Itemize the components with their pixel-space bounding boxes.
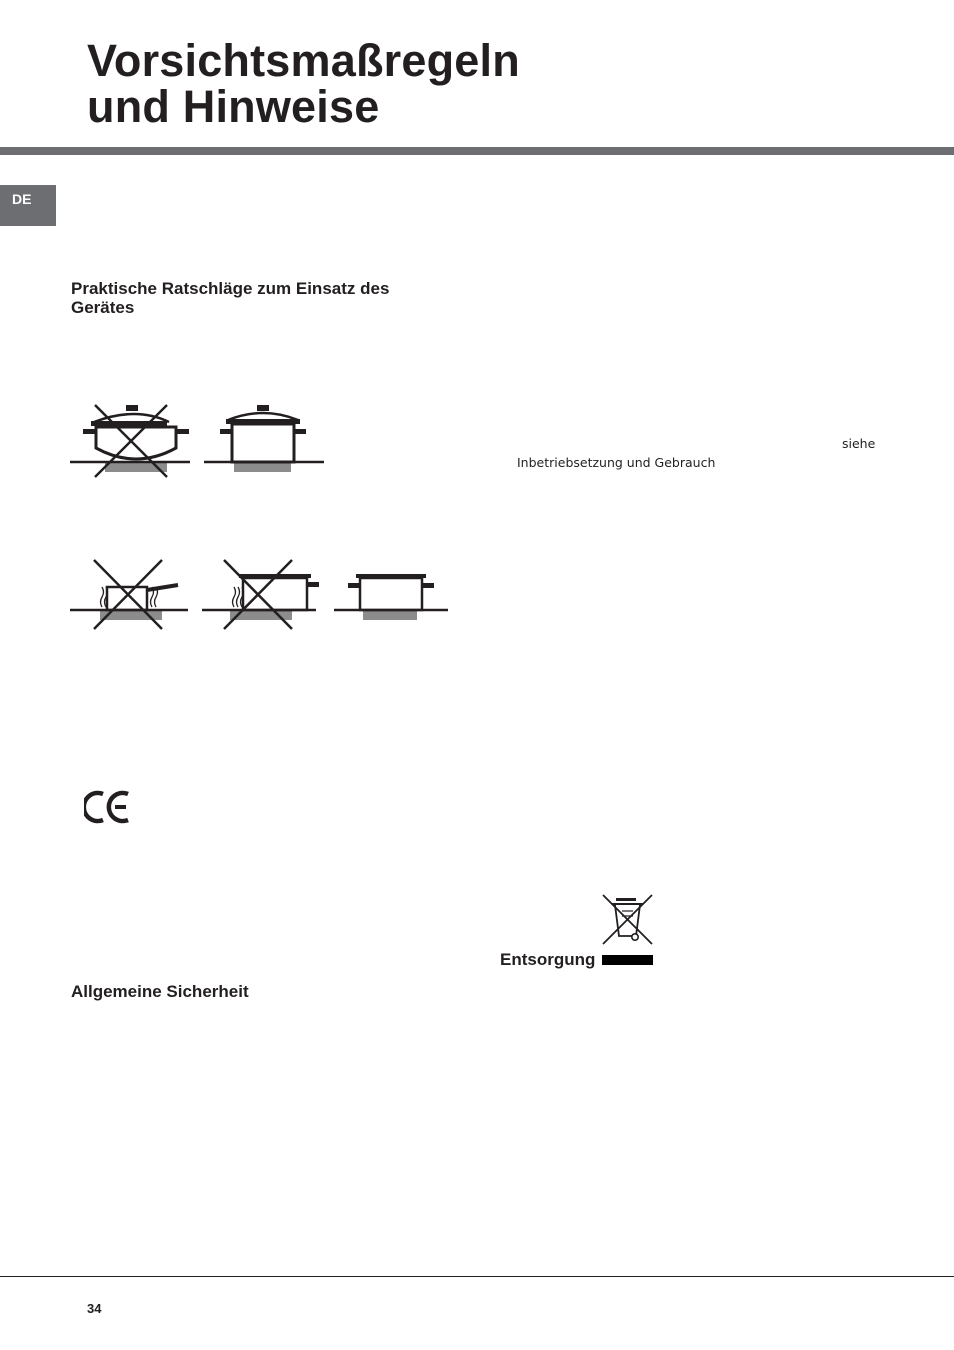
page-title-line-2: und Hinweise [87, 81, 380, 132]
section-heading-general-safety: Allgemeine Sicherheit [71, 982, 249, 1001]
correct-pot-matching-zone [334, 574, 448, 620]
crossed-out-wheelie-bin-icon [600, 893, 656, 969]
header-divider-bar [0, 147, 954, 155]
reference-inbetriebsetzung: Inbetriebsetzung und Gebrauch [517, 455, 716, 470]
page-number: 34 [87, 1301, 102, 1316]
wrong-curved-bottom-pot [70, 405, 190, 477]
reference-siehe: siehe [842, 436, 876, 451]
footer-divider [0, 1276, 954, 1277]
wrong-small-pan-on-zone [70, 560, 188, 629]
ce-mark-icon [84, 789, 132, 827]
page-title [87, 35, 520, 132]
pot-size-illustration [70, 557, 450, 633]
section-heading-disposal: Entsorgung [500, 950, 596, 969]
pot-bottom-illustration [70, 400, 326, 482]
wrong-pot-too-small-for-zone [202, 560, 319, 629]
section-heading-practical-tips: Praktische Ratschläge zum Einsatz des Gerätes [71, 279, 390, 317]
page-title-line-1: Vorsichtsmaßregeln [87, 35, 520, 86]
correct-flat-bottom-pot [204, 405, 324, 472]
language-tab: DE [0, 185, 56, 226]
